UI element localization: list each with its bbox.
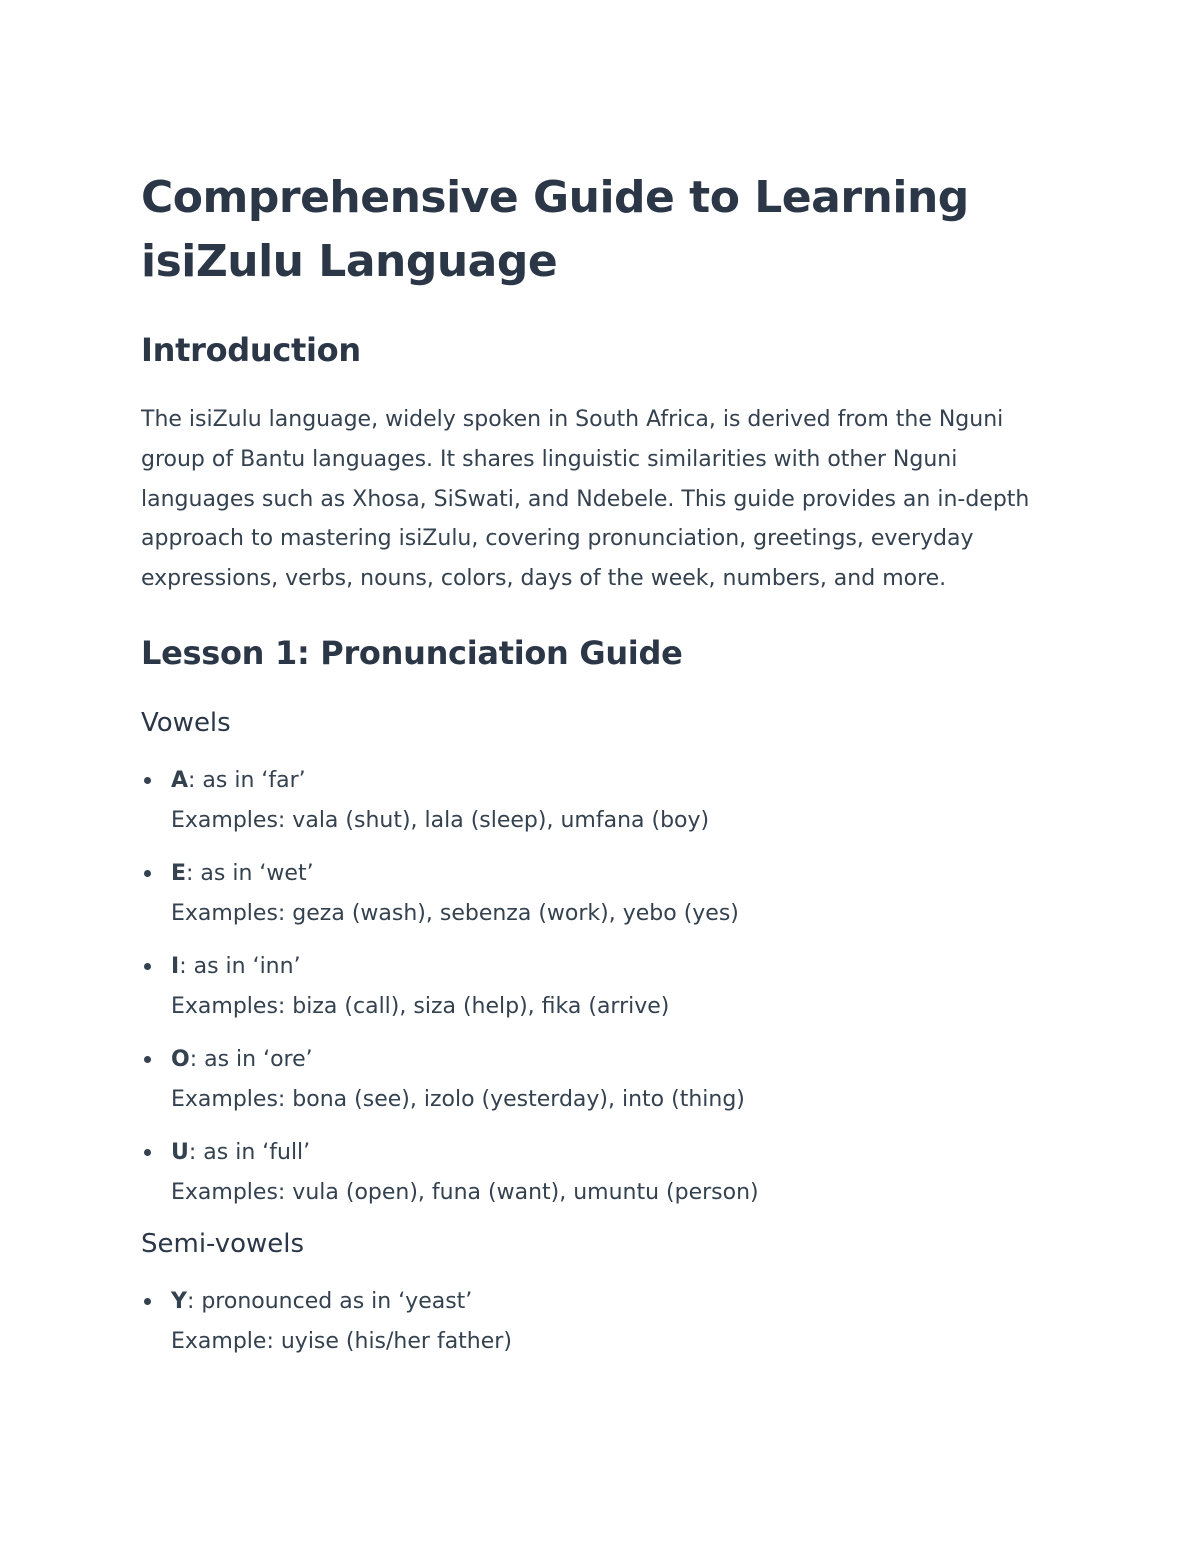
semivowels-list	[141, 1282, 1051, 1362]
list-item	[141, 1133, 1051, 1213]
vowel-description: : as in ‘full’	[188, 1139, 311, 1165]
document-title: Comprehensive Guide to Learning isiZulu Language	[141, 172, 969, 287]
vowel-description: : as in ‘far’	[188, 767, 306, 793]
vowel-letter: A	[171, 767, 189, 793]
bullet-icon	[144, 963, 151, 970]
vowels-heading: Vowels	[141, 707, 231, 738]
list-item-head	[171, 1282, 1051, 1322]
lesson-1-heading: Lesson 1: Pronunciation Guide	[141, 633, 683, 672]
vowel-examples: Examples: bona (see), izolo (yesterday), into (thing)	[171, 1086, 745, 1112]
vowel-description: : as in ‘inn’	[179, 953, 301, 979]
semivowel-letter: Y	[171, 1288, 187, 1314]
introduction-heading: Introduction	[141, 331, 361, 369]
vowel-description: : as in ‘wet’	[186, 860, 314, 886]
list-item	[141, 854, 1051, 934]
list-item	[141, 1040, 1051, 1120]
list-item-head	[171, 1133, 1051, 1173]
list-item-head	[171, 854, 1051, 894]
vowel-letter: E	[171, 860, 187, 886]
document-page	[141, 166, 1051, 1375]
list-item	[141, 947, 1051, 1027]
vowel-letter: I	[171, 953, 180, 979]
vowel-examples: Examples: geza (wash), sebenza (work), yebo (yes)	[171, 900, 739, 926]
list-item-head	[171, 761, 1051, 801]
semivowel-example: Example: uyise (his/her father)	[171, 1328, 512, 1354]
vowel-examples: Examples: vala (shut), lala (sleep), umfana (boy)	[171, 807, 710, 833]
semivowels-heading: Semi-vowels	[141, 1228, 305, 1259]
bullet-icon	[144, 1298, 151, 1305]
bullet-icon	[144, 1149, 151, 1156]
list-item	[141, 1282, 1051, 1362]
vowel-description: : as in ‘ore’	[189, 1046, 313, 1072]
bullet-icon	[144, 1056, 151, 1063]
vowel-letter: O	[171, 1046, 190, 1072]
list-item-head	[171, 947, 1051, 987]
list-item	[141, 761, 1051, 841]
semivowel-description: : pronounced as in ‘yeast’	[186, 1288, 473, 1314]
bullet-icon	[144, 870, 151, 877]
vowel-examples: Examples: vula (open), funa (want), umuntu (person)	[171, 1179, 759, 1205]
list-item-head	[171, 1040, 1051, 1080]
vowel-letter: U	[171, 1139, 189, 1165]
introduction-text: The isiZulu language, widely spoken in South Africa, is derived from the Nguni group of Bantu languages. It shares linguistic similarities with other Nguni languages such as Xhosa, SiSwati, and Ndebele. This guide provides an in-depth approach to mastering isiZulu, covering pronunciation, greetings, everyday expressions, verbs, nouns, colors, days of the week, numbers, and more.	[141, 407, 1030, 592]
vowels-list	[141, 761, 1051, 1213]
bullet-icon	[144, 777, 151, 784]
vowel-examples: Examples: biza (call), siza (help), fika (arrive)	[171, 993, 670, 1019]
